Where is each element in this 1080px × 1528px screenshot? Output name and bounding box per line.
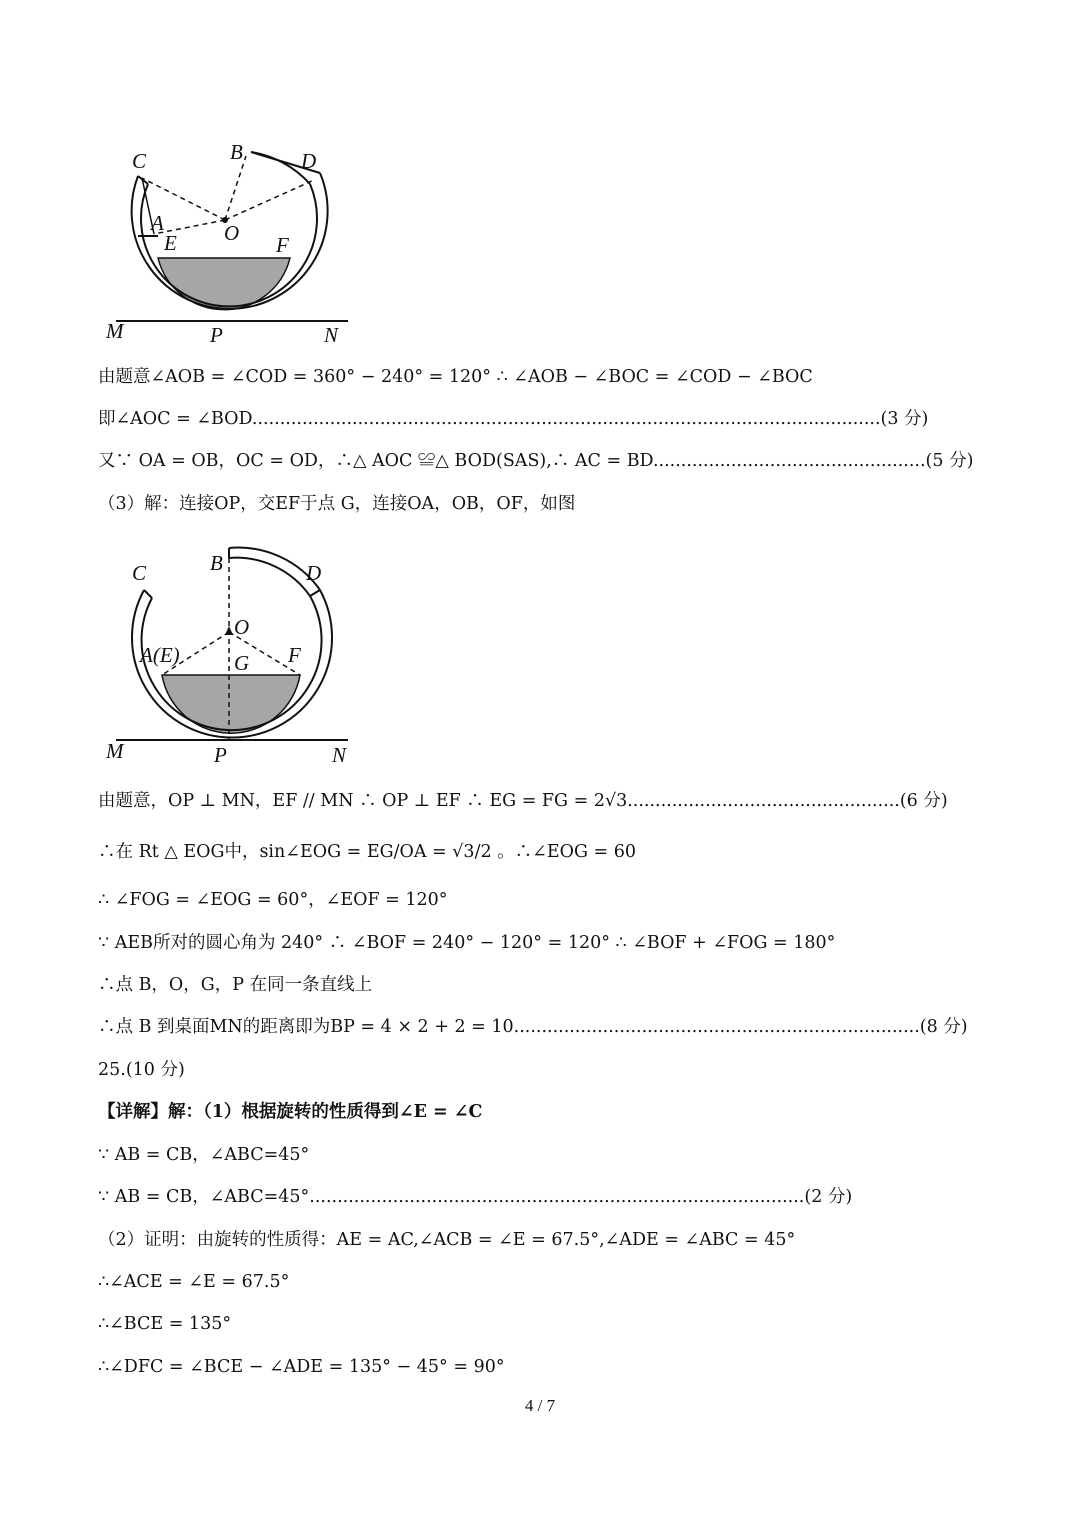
text-line-10: ∴点 B 到桌面MN的距离即为BP = 4 × 2 + 2 = 10.........................................................................(8 分) (98, 1017, 968, 1037)
figure-1 (96, 130, 376, 355)
page-number: 4 / 7 (524, 1396, 556, 1415)
text-line-18: ∴∠DFC = ∠BCE − ∠ADE = 135° − 45° = 90° (98, 1357, 505, 1377)
label-c: C (132, 149, 147, 173)
label-f: F (276, 233, 289, 257)
text-line-17: ∴∠BCE = 135° (98, 1314, 232, 1334)
label-n: N (332, 743, 347, 767)
label-f: F (288, 643, 301, 667)
label-m: M (106, 739, 124, 763)
label-d: D (301, 149, 317, 173)
text-line-11: 25.(10 分) (98, 1060, 185, 1080)
radius-ob (225, 156, 246, 220)
cup-end-d (310, 590, 320, 596)
text-line-16: ∴∠ACE = ∠E = 67.5° (98, 1272, 290, 1292)
cup-end-c (144, 590, 152, 598)
text-line-5: 由题意，OP ⊥ MN，EF // MN ∴ OP ⊥ EF ∴ EG = FG = 2√3.................................................(6 分) (98, 791, 948, 811)
label-b: B (210, 551, 223, 575)
figure-2-diagram (96, 540, 376, 770)
figure-2 (96, 540, 376, 770)
text-line-14: ∵ AB = CB，∠ABC=45°.........................................................................................(2 分) (98, 1187, 853, 1207)
text-line-12: 【详解】解：（1）根据旋转的性质得到∠E = ∠C (98, 1102, 483, 1122)
label-n: N (324, 323, 339, 347)
label-p: P (214, 743, 227, 767)
text-line-3: 又∵ OA = OB，OC = OD，∴△ AOC ≌△ BOD(SAS),∴ AC = BD.................................................(5 分) (98, 451, 974, 471)
label-o: O (224, 221, 240, 245)
liquid-region (158, 258, 290, 310)
center-o (225, 626, 233, 635)
label-b: B (230, 140, 243, 164)
text-line-6: ∴在 Rt △ EOG中，sin∠EOG = EG/OA = √3/2 。∴∠EOG = 60 (98, 842, 636, 862)
label-ae: A(E) (140, 643, 180, 667)
text-line-15: （2）证明：由旋转的性质得：AE = AC,∠ACB = ∠E = 67.5°,∠ADE = ∠ABC = 45° (98, 1230, 796, 1250)
label-g: G (234, 651, 250, 675)
label-c: C (132, 561, 147, 585)
label-e: E (164, 231, 177, 255)
label-o: O (234, 615, 250, 639)
label-d: D (306, 561, 322, 585)
text-line-4: （3）解：连接OP，交EF于点 G，连接OA，OB，OF，如图 (98, 494, 576, 514)
text-line-13: ∵ AB = CB，∠ABC=45° (98, 1145, 310, 1165)
text-line-9: ∴点 B，O，G，P 在同一条直线上 (98, 975, 373, 995)
label-a: A (151, 211, 164, 235)
figure-1-diagram (96, 130, 376, 355)
radius-od (225, 180, 314, 220)
text-line-2: 即∠AOC = ∠BOD.................................................................................................................(3 分) (98, 409, 929, 429)
cup-rim-inner (229, 558, 310, 596)
label-p: P (210, 323, 223, 347)
text-line-7: ∴ ∠FOG = ∠EOG = 60°，∠EOF = 120° (98, 890, 448, 910)
text-line-1: 由题意∠AOB = ∠COD = 360° − 240° = 120° ∴ ∠AOB − ∠BOC = ∠COD − ∠BOC (98, 367, 813, 387)
label-m: M (106, 319, 124, 343)
text-line-8: ∵ AEB所对的圆心角为 240° ∴ ∠BOF = 240° − 120° = 120° ∴ ∠BOF + ∠FOG = 180° (98, 933, 836, 953)
